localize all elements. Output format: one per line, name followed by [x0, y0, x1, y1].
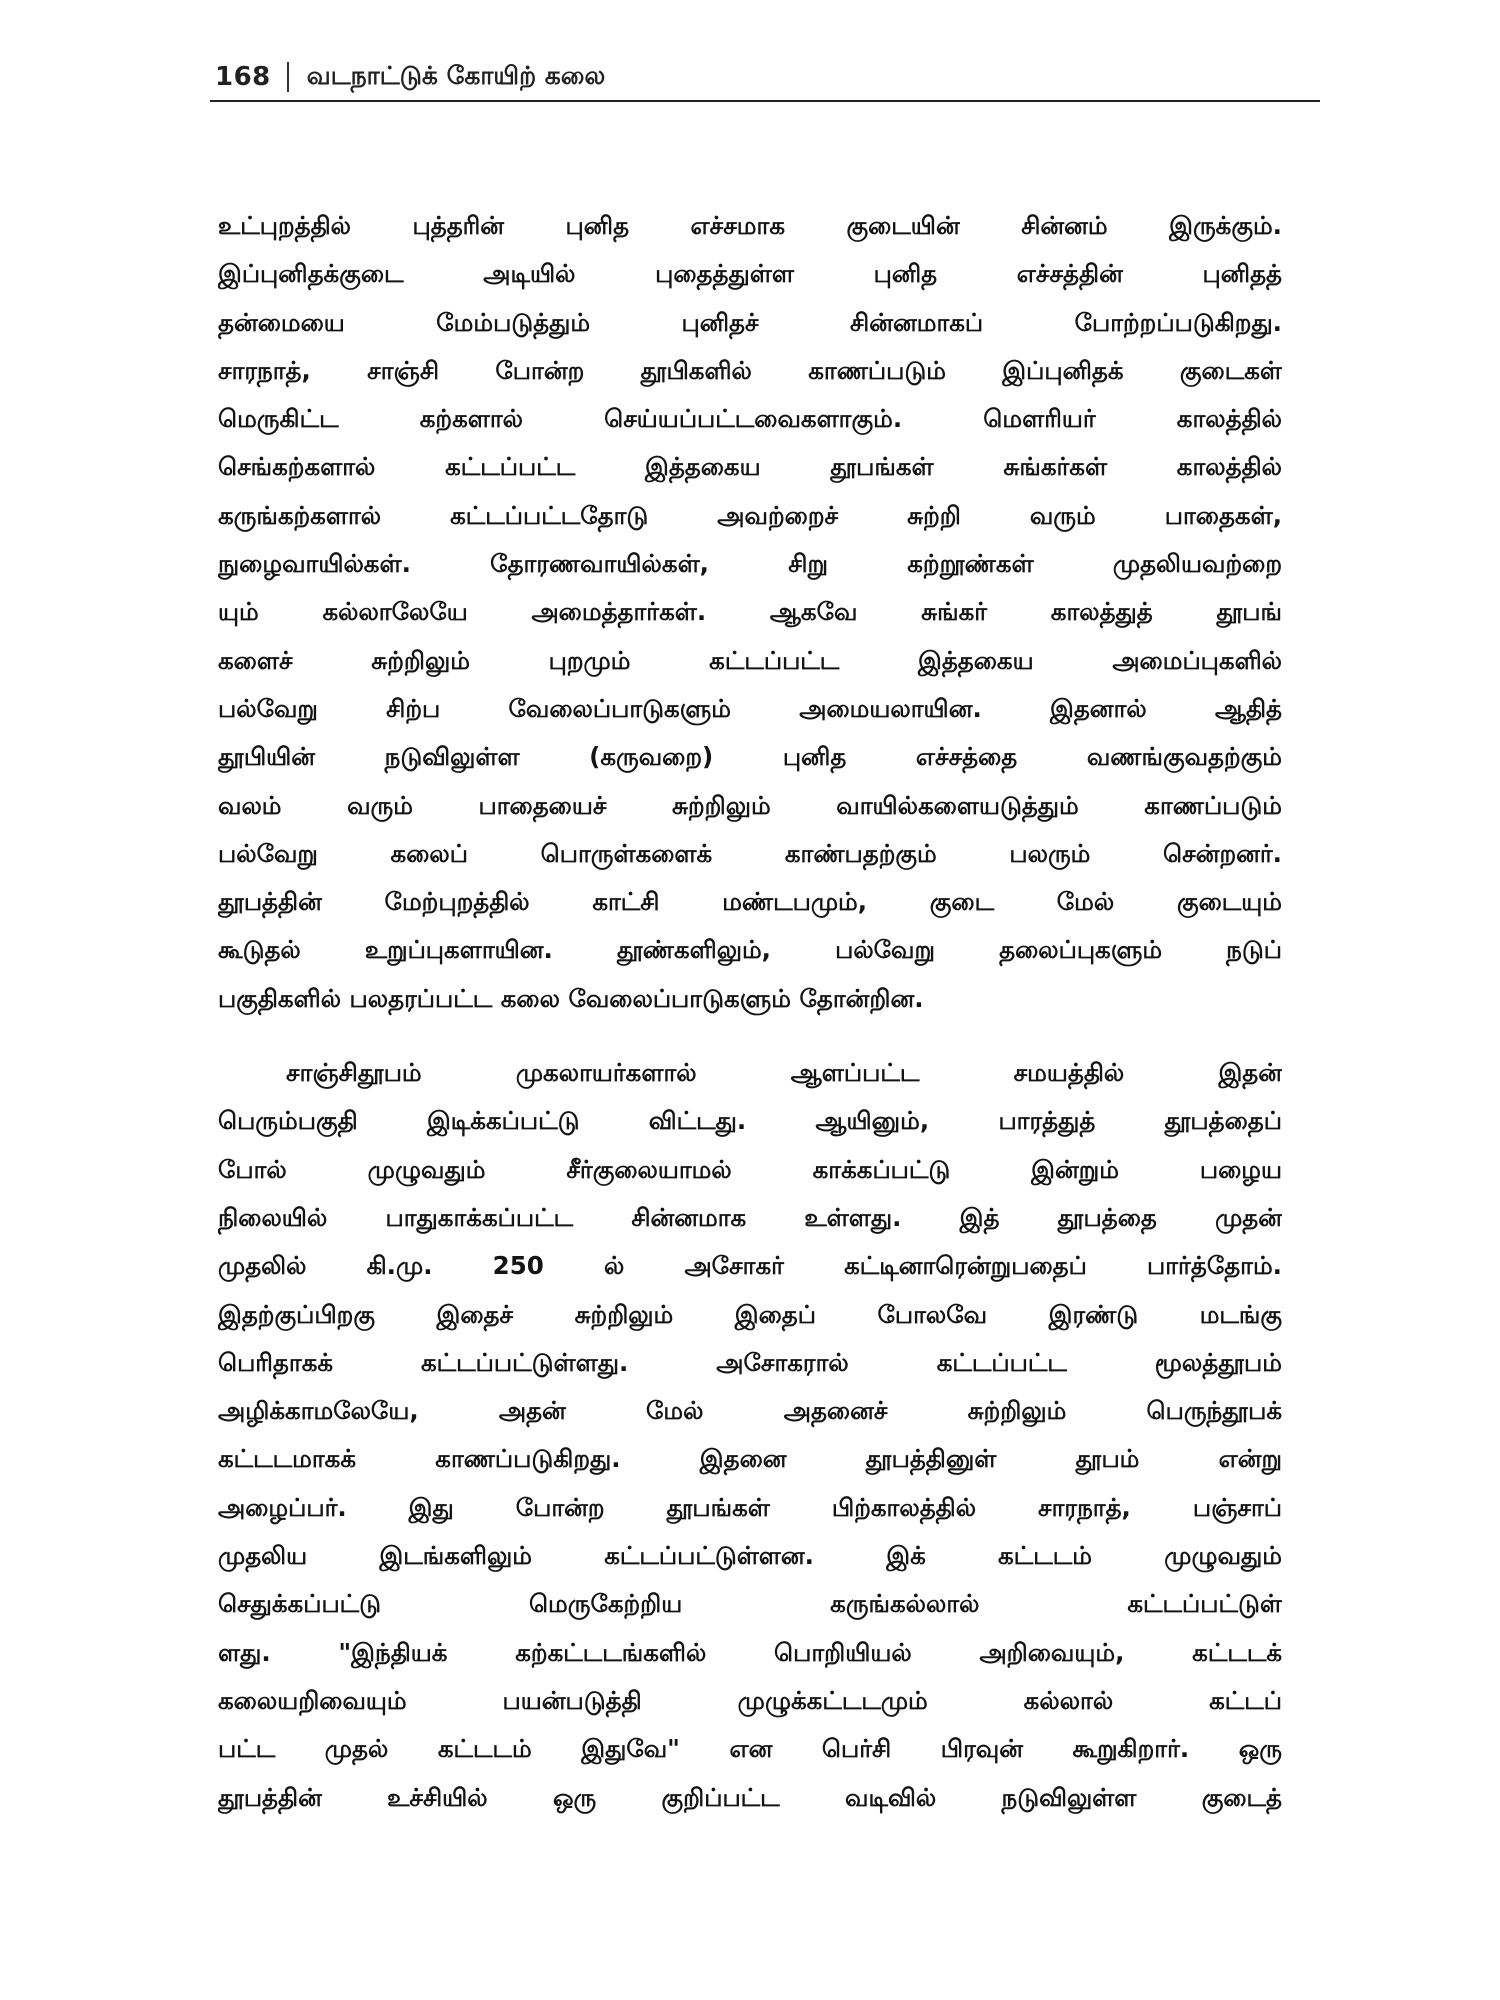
text-line: அழிக்காமலேயே, அதன் மேல் அதனைச் சுற்றிலும் பெருந்தூபக்	[218, 1396, 1282, 1426]
text-line: செதுக்கப்பட்டு மெருகேற்றிய கருங்கல்லால் கட்டப்பட்டுள்	[218, 1589, 1282, 1619]
text-line: கட்டடமாகக் காணப்படுகிறது. இதனை தூபத்தினுள் தூபம் என்று	[218, 1444, 1282, 1474]
text-line: சாஞ்சிதூபம் முகலாயர்களால் ஆளப்பட்ட சமயத்தில் இதன்	[286, 1058, 1282, 1088]
text-line: தன்மையை மேம்படுத்தும் புனிதச் சின்னமாகப் போற்றப்படுகிறது.	[218, 307, 1282, 337]
text-line: பட்ட முதல் கட்டடம் இதுவே" என பெர்சி பிரவுன் கூறுகிறார். ஒரு	[218, 1734, 1282, 1764]
header-separator	[287, 62, 289, 92]
body-text	[218, 202, 1282, 1822]
running-head	[215, 56, 1315, 98]
text-line: உட்புறத்தில் புத்தரின் புனித எச்சமாக குடையின் சின்னம் இருக்கும்.	[218, 211, 1282, 240]
text-line: களைச் சுற்றிலும் புறமும் கட்டப்பட்ட இத்தகைய அமைப்புகளில்	[218, 645, 1282, 675]
text-line: சாரநாத், சாஞ்சி போன்ற தூபிகளில் காணப்படும் இப்புனிதக் குடைகள்	[218, 355, 1282, 385]
text-line: மெருகிட்ட கற்களால் செய்யப்பட்டவைகளாகும். மௌரியர் காலத்தில்	[218, 404, 1282, 434]
text-line: ளது. "இந்தியக் கற்கட்டடங்களில் பொறியியல் அறிவையும், கட்டடக்	[218, 1637, 1282, 1667]
header-rule	[210, 100, 1320, 102]
text-line: பல்வேறு சிற்ப வேலைப்பாடுகளும் அமையலாயின. இதனால் ஆதித்	[218, 693, 1282, 723]
paragraph-1	[218, 202, 1282, 1023]
text-line: கருங்கற்களால் கட்டப்பட்டதோடு அவற்றைச் சுற்றி வரும் பாதைகள்,	[218, 500, 1282, 530]
page-number: 168	[215, 62, 271, 92]
text-line: கலையறிவையும் பயன்படுத்தி முழுக்கட்டடமும் கல்லால் கட்டப்	[218, 1685, 1282, 1715]
text-line: நுழைவாயில்கள். தோரணவாயில்கள், சிறு கற்றூண்கள் முதலியவற்றை	[218, 549, 1282, 579]
text-line: பகுதிகளில் பலதரப்பட்ட கலை வேலைப்பாடுகளும் தோன்றின.	[218, 983, 924, 1013]
running-title: வடநாட்டுக் கோயிற் கலை	[306, 60, 606, 90]
text-line: செங்கற்களால் கட்டப்பட்ட இத்தகைய தூபங்கள் சுங்கர்கள் காலத்தில்	[218, 452, 1282, 482]
text-line: தூபியின் நடுவிலுள்ள (கருவறை) புனித எச்சத்தை வணங்குவதற்கும்	[218, 742, 1282, 772]
text-line: கூடுதல் உறுப்புகளாயின. தூண்களிலும், பல்வேறு தலைப்புகளும் நடுப்	[218, 935, 1282, 965]
text-line: அழைப்பர். இது போன்ற தூபங்கள் பிற்காலத்தில் சாரநாத், பஞ்சாப்	[218, 1492, 1282, 1522]
text-line: பெரிதாகக் கட்டப்பட்டுள்ளது. அசோகரால் கட்டப்பட்ட மூலத்தூபம்	[218, 1347, 1282, 1377]
text-line: பல்வேறு கலைப் பொருள்களைக் காண்பதற்கும் பலரும் சென்றனர்.	[218, 838, 1282, 868]
text-line: முதலில் கி.மு. 250 ல் அசோகர் கட்டினாரென்றுபதைப் பார்த்தோம்.	[218, 1251, 1282, 1281]
text-line: முதலிய இடங்களிலும் கட்டப்பட்டுள்ளன. இக் கட்டடம் முழுவதும்	[218, 1541, 1282, 1571]
text-line: இதற்குப்பிறகு இதைச் சுற்றிலும் இதைப் போலவே இரண்டு மடங்கு	[218, 1299, 1282, 1329]
paragraph-2	[218, 1049, 1282, 1822]
text-line: யும் கல்லாலேயே அமைத்தார்கள். ஆகவே சுங்கர் காலத்துத் தூபங்	[218, 597, 1282, 627]
text-line: பெரும்பகுதி இடிக்கப்பட்டு விட்டது. ஆயினும், பாரத்துத் தூபத்தைப்	[218, 1106, 1282, 1136]
text-line: போல் முழுவதும் சீர்குலையாமல் காக்கப்பட்டு இன்றும் பழைய	[218, 1154, 1282, 1184]
text-line: நிலையில் பாதுகாக்கப்பட்ட சின்னமாக உள்ளது. இத் தூபத்தை முதன்	[218, 1202, 1282, 1232]
text-line: இப்புனிதக்குடை அடியில் புதைத்துள்ள புனித எச்சத்தின் புனிதத்	[218, 259, 1282, 289]
text-line: வலம் வரும் பாதையைச் சுற்றிலும் வாயில்களையடுத்தும் காணப்படும்	[218, 790, 1282, 820]
text-line: தூபத்தின் மேற்புறத்தில் காட்சி மண்டபமும், குடை மேல் குடையும்	[218, 887, 1282, 917]
text-line: தூபத்தின் உச்சியில் ஒரு குறிப்பட்ட வடிவில் நடுவிலுள்ள குடைத்	[218, 1782, 1282, 1812]
